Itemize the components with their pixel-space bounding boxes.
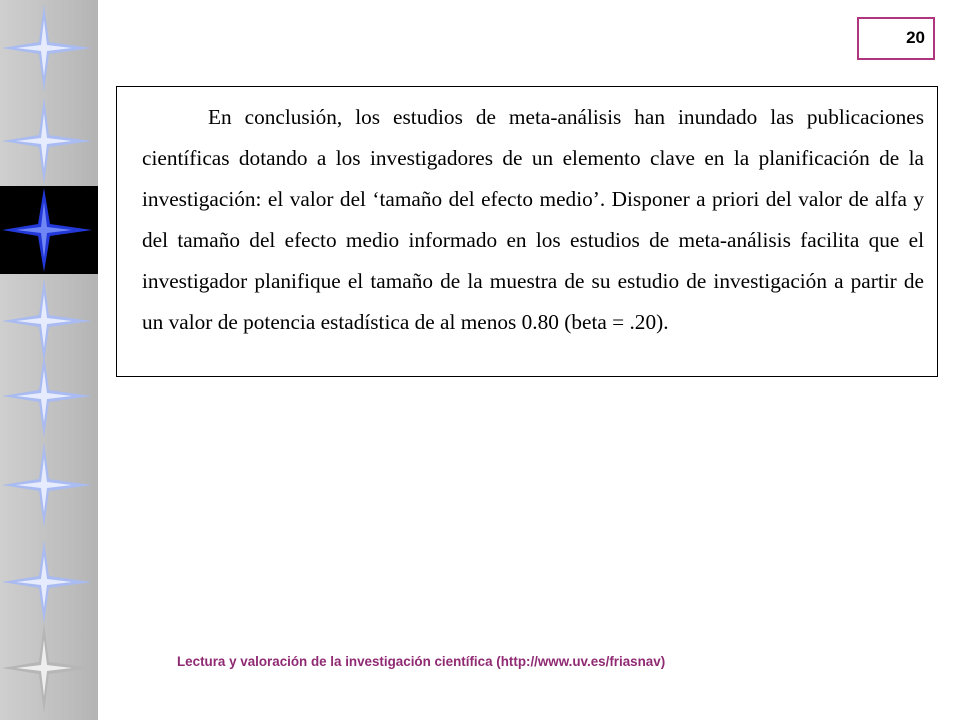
star-icon [0, 620, 98, 716]
star-icon [0, 538, 98, 626]
star-icon [0, 440, 98, 530]
star-icon-active [0, 186, 98, 274]
star-icon [0, 95, 98, 187]
content-text-box [116, 86, 938, 377]
page-number: 20 [906, 28, 925, 47]
body-paragraph: En conclusión, los estudios de meta-análisis han inundado las publicaciones científicas dotando a los investigadores de un elemento clave en la planificación de la investigación: el valor del ‘tamaño del efecto medio’. Disponer a priori del valor de alfa y del tamaño del efecto medio informado en los estudios de meta-análisis facilita que el investigador planifique el tamaño de la muestra de su estudio de investigación a partir de un valor de potencia estadística de al menos 0.80 (beta = .20). [142, 105, 924, 334]
footer-text: Lectura y valoración de la investigación científica (http://www.uv.es/friasnav) [177, 654, 666, 669]
page-number-box [857, 17, 935, 60]
star-icon [0, 352, 98, 440]
sidebar-decoration [0, 0, 98, 720]
star-icon [0, 2, 98, 94]
